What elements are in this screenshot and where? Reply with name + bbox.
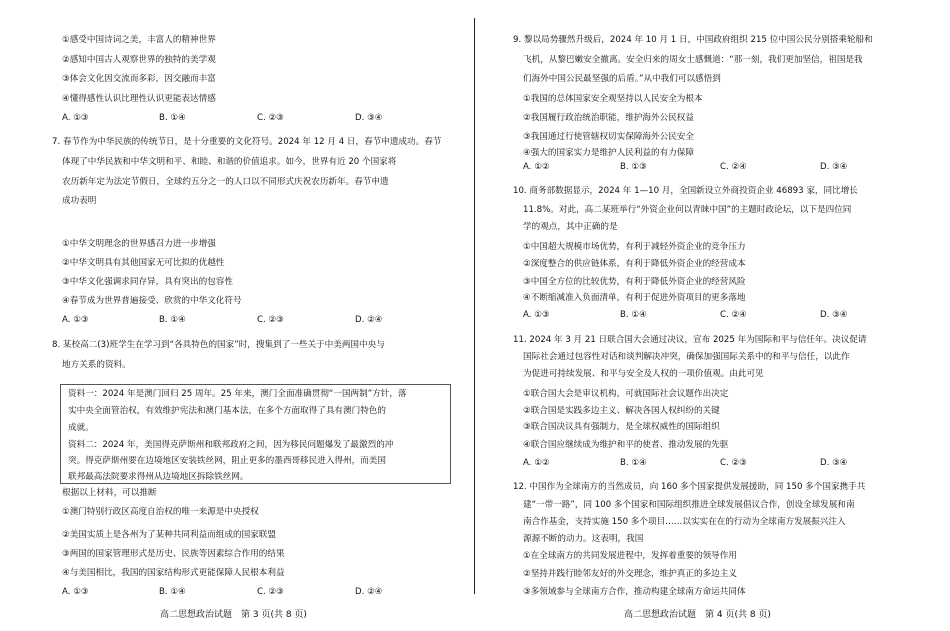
q8-option-1: ①澳门特别行政区高度自治权的唯一来源是中央授权 bbox=[62, 507, 259, 517]
q8-material-line: 联邦最高法院要求得州从边境地区拆除铁丝网。 bbox=[68, 472, 249, 482]
choice-c: C. ②③ bbox=[257, 587, 284, 597]
q7-choices bbox=[62, 315, 383, 326]
q7-option-3: ③中华文化强调求同存异，具有突出的包容性 bbox=[62, 277, 233, 287]
q10-option-4: ④不断缩减准入负面清单，有利于促进外资项目的更多落地 bbox=[523, 293, 746, 303]
q7-stem-line: 农历新年定为法定节假日，全球约五分之一的人口以不同形式庆祝农历新年。春节申遗 bbox=[62, 177, 389, 187]
q10-stem-line: 11.8%。对此，高二某班举行“外资企业何以青睐中国”的主题时政论坛，以下是四位同 bbox=[523, 205, 852, 215]
choice-c: C. ②③ bbox=[257, 113, 284, 123]
left-page-footer: 高二思想政治试题 第 3 页(共 8 页) bbox=[160, 610, 307, 620]
q9-option-4: ④强大的国家实力是维护人民利益的有力保障 bbox=[523, 148, 694, 158]
q10-stem-line: 学的观点，其中正确的是 bbox=[523, 222, 618, 232]
q12-option-1: ①在全球南方的共同发展进程中，发挥着重要的领导作用 bbox=[523, 551, 737, 561]
q7-option-1: ①中华文明理念的世界感召力进一步增强 bbox=[62, 239, 216, 249]
choice-a: A. ①② bbox=[523, 162, 550, 172]
q9-choices bbox=[523, 162, 848, 173]
q6-option-2: ②感知中国古人观察世界的独特的美学观 bbox=[62, 55, 216, 65]
q8-material-line: 资料一：2024 年是澳门回归 25 周年。25 年来，澳门全面准确贯彻“一国两制”方针，落 bbox=[68, 389, 407, 399]
q10-choices bbox=[523, 310, 848, 321]
q10-option-3: ③中国全方位的比较优势，有利于降低外资企业的经营风险 bbox=[523, 277, 746, 287]
choice-d: D. ③④ bbox=[820, 458, 848, 468]
q11-choices bbox=[523, 458, 848, 469]
q7-option-4: ④春节成为世界普遍接受、欣赏的中华文化符号 bbox=[62, 296, 242, 306]
q11-option-4: ④联合国应继续成为维护和平的使者、推动发展的先驱 bbox=[523, 440, 729, 450]
choice-d: D. ③④ bbox=[820, 162, 848, 172]
q12-stem-line: 源源不断的动力。这表明，我国 bbox=[523, 534, 644, 544]
q6-option-1: ①感受中国诗词之美，丰富人的精神世界 bbox=[62, 35, 216, 45]
q11-stem-line: 为促进可持续发展、和平与安全及人权的一项价值观。由此可见 bbox=[523, 369, 764, 379]
q11-stem-line: 11. 2024 年 3 月 21 日联合国大会通过决议，宣布 2025 年为国际和平与信任年。决议促请 bbox=[513, 335, 867, 345]
choice-d: D. ②④ bbox=[355, 587, 383, 597]
choice-d: D. ②④ bbox=[355, 315, 383, 325]
choice-a: A. ①③ bbox=[62, 315, 89, 325]
q10-option-2: ②深度整合的供应链体系，有利于降低外资企业的经营成本 bbox=[523, 259, 746, 269]
choice-b: B. ①④ bbox=[159, 315, 186, 325]
choice-a: A. ①② bbox=[523, 458, 550, 468]
q9-stem-line: 们海外中国公民最坚强的后盾。”从中我们可以感悟到 bbox=[523, 74, 721, 84]
q12-option-3: ③多领域参与全球南方合作，推动构建全球南方命运共同体 bbox=[523, 587, 746, 597]
q8-choices bbox=[62, 587, 383, 598]
choice-c: C. ②④ bbox=[720, 310, 747, 320]
choice-b: B. ①③ bbox=[620, 162, 647, 172]
choice-b: B. ①④ bbox=[159, 113, 186, 123]
q9-stem-line: 飞机，从黎巴嫩安全撤离。安全归来的周女士感慨道：“那一刻，我们更加坚信，祖国是我 bbox=[523, 55, 863, 65]
q7-stem-line: 体现了中华民族和中华文明和平、和睦、和谐的价值追求。如今，世界有近 20 个国家将 bbox=[62, 157, 397, 167]
choice-c: C. ②③ bbox=[720, 458, 747, 468]
choice-c: C. ②③ bbox=[257, 315, 284, 325]
q9-stem-line: 9. 黎以局势骤然升级后，2024 年 10 月 1 日，中国政府组织 215 位中国公民分别搭乘轮船和 bbox=[513, 35, 873, 45]
q8-stem-line: 地方关系的资料。 bbox=[62, 360, 131, 370]
q10-stem-line: 10. 商务部数据显示，2024 年 1—10 月，全国新设立外商投资企业 46893 家，同比增长 bbox=[513, 186, 858, 196]
q8-material-line: 实中央全面管治权，有效维护宪法和澳门基本法，在多个方面取得了具有澳门特色的 bbox=[68, 406, 386, 416]
q10-option-1: ①中国超大规模市场优势，有利于减轻外资企业的竞争压力 bbox=[523, 242, 746, 252]
q6-option-3: ③体会文化因交流而多彩，因交融而丰富 bbox=[62, 74, 216, 84]
q7-option-2: ②中华文明具有其他国家无可比拟的优越性 bbox=[62, 258, 225, 268]
q6-choices bbox=[62, 113, 383, 124]
q8-prompt: 根据以上材料，可以推断 bbox=[62, 488, 157, 498]
choice-a: A. ①③ bbox=[523, 310, 550, 320]
q11-option-2: ②联合国是实践多边主义、解决各国人权纠纷的关键 bbox=[523, 406, 720, 416]
q9-option-2: ②我国履行政治统治职能，维护海外公民权益 bbox=[523, 113, 694, 123]
q8-option-2: ②美国实质上是各州为了某种共同利益而组成的国家联盟 bbox=[62, 530, 276, 540]
q11-option-3: ③联合国决议具有强制力，是全球权威性的国际组织 bbox=[523, 422, 720, 432]
q12-option-2: ②坚持并践行睦邻友好的外交理念，维护真正的多边主义 bbox=[523, 569, 737, 579]
q12-stem-line: 建“一带一路”，同 100 多个国家和国际组织推进全球发展倡议合作，创设全球发展和南 bbox=[523, 500, 855, 510]
page-divider bbox=[474, 18, 475, 594]
q12-stem-line: 南合作基金，支持实施 150 多个项目……以实实在在的行动为全球南方发展振兴注入 bbox=[523, 517, 846, 527]
q8-option-4: ④与美国相比，我国的国家结构形式更能保障人民根本利益 bbox=[62, 568, 285, 578]
choice-d: D. ③④ bbox=[355, 113, 383, 123]
q8-option-3: ③两国的国家管理形式是历史、民族等因素综合作用的结果 bbox=[62, 549, 285, 559]
choice-a: A. ①③ bbox=[62, 587, 89, 597]
q11-option-1: ①联合国大会是审议机构，可就国际社会议题作出决定 bbox=[523, 389, 729, 399]
q11-stem-line: 国际社会通过包容性对话和谈判解决冲突，确保加强国际关系中的和平与信任，以此作 bbox=[523, 352, 850, 362]
q7-stem-line: 成功表明 bbox=[62, 196, 97, 206]
q8-material-line: 突。得克萨斯州要在边境地区安装铁丝网，阻止更多的墨西哥移民进入得州，而美国 bbox=[68, 456, 386, 466]
q8-material-line: 成就。 bbox=[68, 423, 94, 433]
choice-b: B. ①④ bbox=[159, 587, 186, 597]
q8-stem-line: 8. 某校高二(3)班学生在学习到“各具特色的国家”时，搜集到了一些关于中美两国中央与 bbox=[52, 340, 385, 350]
choice-b: B. ①④ bbox=[620, 458, 647, 468]
q12-stem-line: 12. 中国作为全球南方的当然成员，向 160 多个国家提供发展援助，同 150 多个国家携手共 bbox=[513, 482, 866, 492]
choice-b: B. ①④ bbox=[620, 310, 647, 320]
choice-d: D. ③④ bbox=[820, 310, 848, 320]
q9-option-1: ①我国的总体国家安全观坚持以人民安全为根本 bbox=[523, 94, 703, 104]
q6-option-4: ④懂得感性认识比理性认识更能表达情感 bbox=[62, 94, 216, 104]
choice-a: A. ①③ bbox=[62, 113, 89, 123]
q8-material-line: 资料二：2024 年，美国得克萨斯州和联邦政府之间，因为移民问题爆发了最激烈的冲 bbox=[68, 440, 394, 450]
right-page-footer: 高二思想政治试题 第 4 页(共 8 页) bbox=[624, 610, 771, 620]
q9-option-3: ③我国通过行使管辖权切实保障海外公民安全 bbox=[523, 132, 694, 142]
choice-c: C. ②④ bbox=[720, 162, 747, 172]
q7-stem-line: 7. 春节作为中华民族的传统节日，是十分重要的文化符号。2024 年 12 月 4 日，春节申遗成功。春节 bbox=[52, 137, 442, 147]
